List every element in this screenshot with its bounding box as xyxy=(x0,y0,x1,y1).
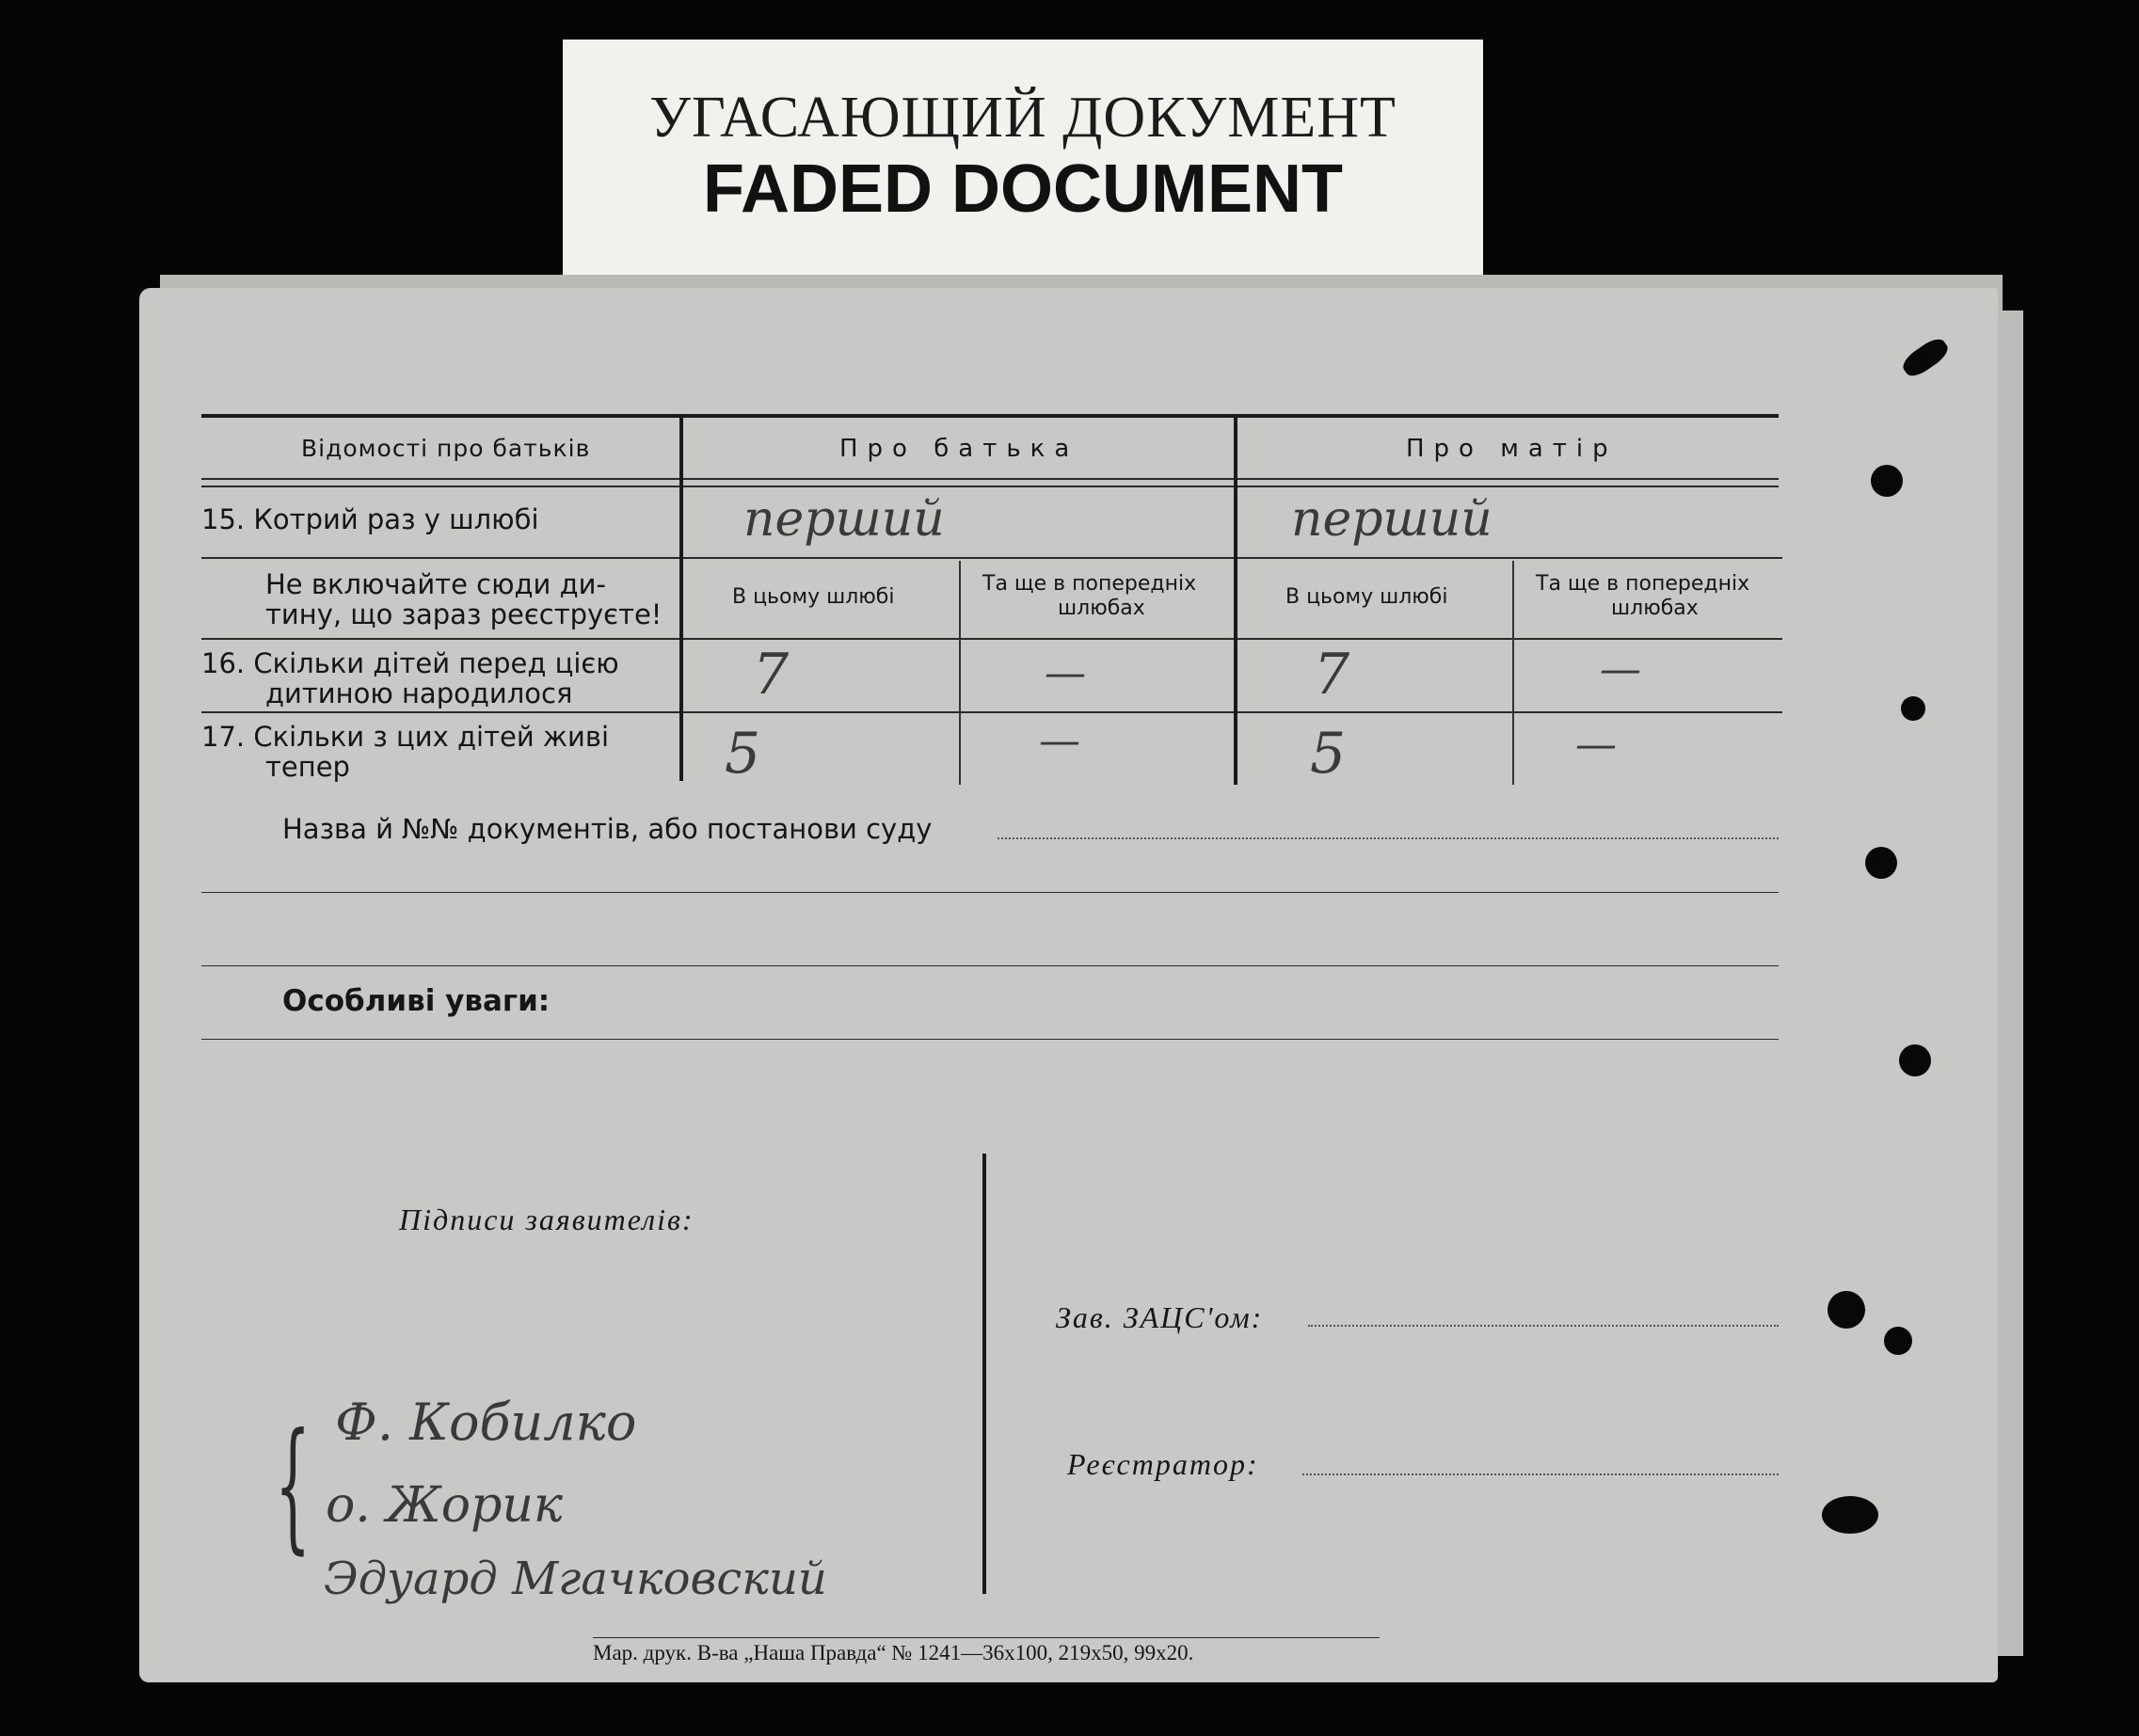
row16-line-1: 16. Скільки дітей перед цією xyxy=(201,647,619,679)
row15-mother-value: перший xyxy=(1291,491,1493,548)
punch-hole-icon xyxy=(1828,1291,1865,1329)
punch-hole-icon xyxy=(1884,1327,1912,1355)
row16-rule xyxy=(201,711,1782,713)
printer-imprint: Мар. друк. В-ва „Наша Правда“ № 1241—36х100, 219х50, 99х20. xyxy=(593,1641,1194,1664)
subheader-rule xyxy=(201,638,1782,640)
row16-line-2: дитиною народилося xyxy=(265,677,573,709)
row16-mother-this: 7 xyxy=(1314,642,1350,708)
signatures-label: Підписи заявителів: xyxy=(399,1202,694,1236)
special-notes-line xyxy=(201,1039,1779,1040)
row17-father-prev: — xyxy=(1039,717,1080,765)
header-parents-info: Відомості про батьків xyxy=(301,435,591,462)
row17-mother-prev: — xyxy=(1575,721,1617,769)
registrar-label: Реєстратор: xyxy=(1067,1447,1259,1481)
row17-mother-this: 5 xyxy=(1310,721,1347,787)
punch-hole-icon xyxy=(1901,696,1925,721)
row17-father-this: 5 xyxy=(725,721,761,787)
head-zags-label: Зав. ЗАЦС'ом: xyxy=(1056,1300,1264,1334)
note-line-2: тину, що зараз реєструєте! xyxy=(265,598,662,630)
row15-label: 15. Котрий раз у шлюбі xyxy=(201,503,539,535)
row15-father-value: перший xyxy=(743,491,945,548)
documents-dotted-line xyxy=(998,837,1779,839)
punch-hole-icon xyxy=(1822,1496,1878,1534)
table-top-rule xyxy=(201,414,1779,418)
head-zags-dotted-line xyxy=(1308,1325,1779,1327)
documents-line-2 xyxy=(201,892,1779,893)
faded-document-label xyxy=(563,40,1483,286)
father-previous-header-2: шлюбах xyxy=(1058,597,1145,620)
row17-line-2: тепер xyxy=(265,751,350,783)
punch-hole-icon xyxy=(1865,847,1897,879)
row16-mother-prev: — xyxy=(1600,645,1641,693)
signature-divider xyxy=(982,1154,986,1594)
documents-line-3 xyxy=(201,965,1779,966)
header-about-mother: Про матір xyxy=(1406,435,1618,463)
row17-line-1: 17. Скільки з цих дітей живі xyxy=(201,721,610,753)
signature-3: Эдуард Мгачковский xyxy=(324,1553,827,1605)
row15-rule xyxy=(201,557,1782,559)
row16-father-this: 7 xyxy=(753,642,790,708)
father-previous-header-1: Та ще в попередніх xyxy=(982,572,1197,596)
header-about-father: Про батька xyxy=(839,435,1079,463)
father-this-marriage-header: В цьому шлюбі xyxy=(732,585,895,609)
note-line-1: Не включайте сюди ди- xyxy=(265,568,606,600)
special-notes-label: Особливі уваги: xyxy=(282,984,551,1018)
table-header-rule xyxy=(201,478,1779,480)
table-header-rule-2 xyxy=(201,486,1779,487)
mother-this-marriage-header: В цьому шлюбі xyxy=(1285,585,1448,609)
banner-line-russian: УГАСАЮЩИЙ ДОКУМЕНТ xyxy=(649,86,1397,150)
signature-2: о. Жорик xyxy=(326,1477,563,1534)
documents-label: Назва й №№ документів, або постанови суду xyxy=(282,813,933,845)
column-divider-mother-prev xyxy=(1512,561,1514,785)
row16-father-prev: — xyxy=(1045,649,1086,697)
punch-hole-icon xyxy=(1871,465,1903,497)
mother-previous-header-2: шлюбах xyxy=(1611,597,1699,620)
signature-brace: { xyxy=(275,1404,311,1568)
punch-hole-icon xyxy=(1899,1044,1931,1076)
mother-previous-header-1: Та ще в попередніх xyxy=(1536,572,1750,596)
signature-1: Ф. Кобилко xyxy=(335,1393,637,1452)
registrar-dotted-line xyxy=(1302,1473,1779,1475)
footer-rule xyxy=(593,1637,1380,1638)
banner-line-english: FADED DOCUMENT xyxy=(703,151,1343,227)
column-divider-father xyxy=(679,418,683,781)
column-divider-father-prev xyxy=(959,561,961,785)
column-divider-mother xyxy=(1234,418,1237,785)
